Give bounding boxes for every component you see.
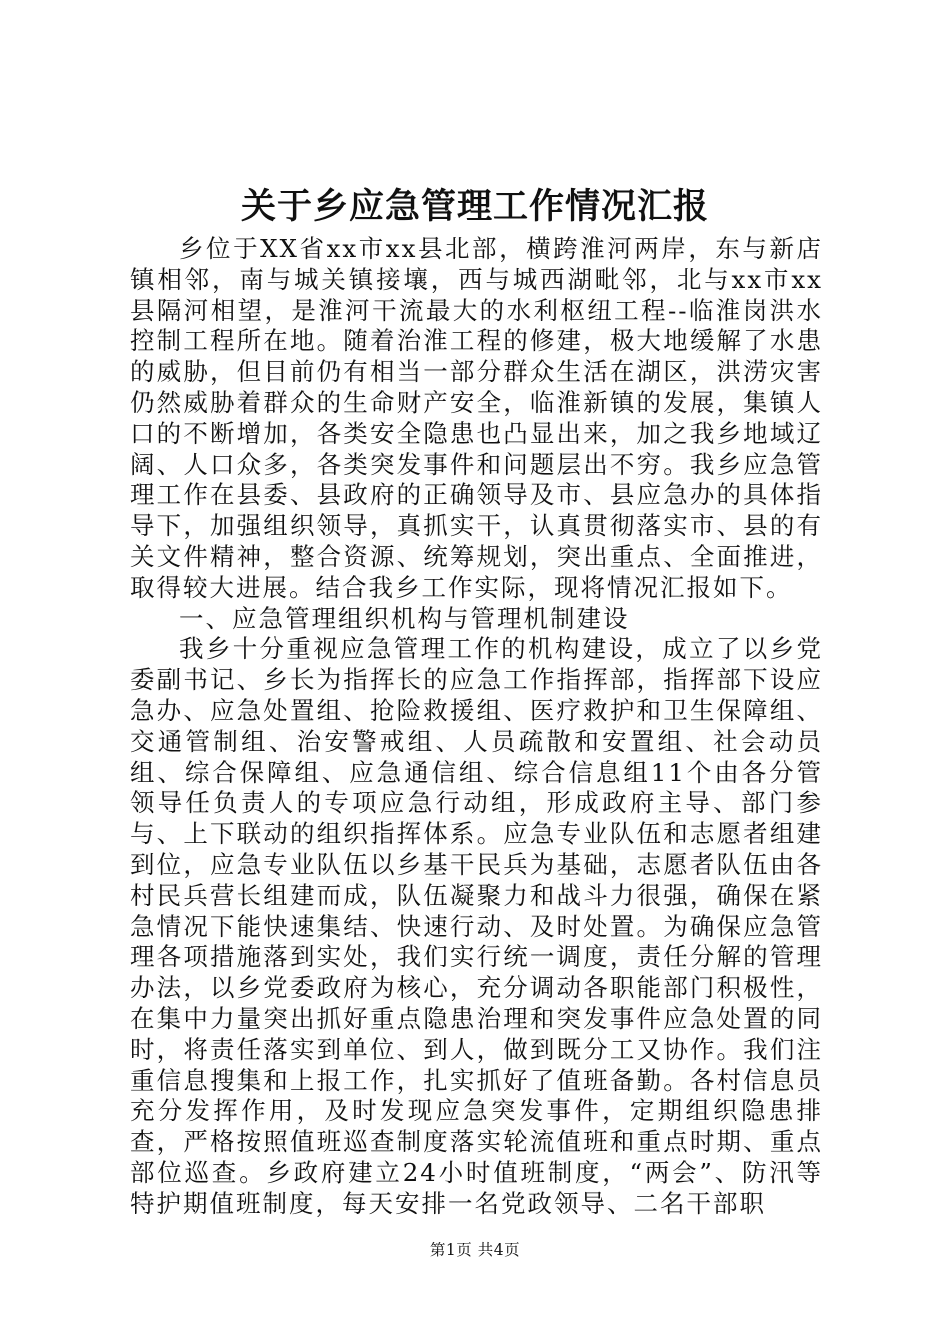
page-footer: 第1页 共4页 <box>429 1241 521 1259</box>
document-title: 关于乡应急管理工作情况汇报 <box>240 186 709 227</box>
section-paragraph: 我乡十分重视应急管理工作的机构建设，成立了以乡党委副书记、乡长为指挥长的应急工作指挥部，指挥部下设应急办、应急处置组、抢险救援组、医疗救护和卫生保障组、交通管制组、治安警戒组、人员疏散和安置组、社会动员组、综合保障组、应急通信组、综合信息组11个由各分管领导任负责人的专项应急行动组，形成政府主导、部门参与、上下联动的组织指挥体系。应急专业队伍和志愿者组建到位，应急专业队伍以乡基干民兵为基础，志愿者队伍由各村民兵营长组建而成，队伍凝聚力和战斗力很强，确保在紧急情况下能快速集结、快速行动、及时处置。为确保应急管理各项措施落到实处，我们实行统一调度，责任分解的管理办法，以乡党委政府为核心，充分调动各职能部门积极性，在集中力量突出抓好重点隐患治理和突发事件应急处置的同时，将责任落实到单位、到人，做到既分工又协作。我们注重信息搜集和上报工作，扎实抓好了值班备勤。各村信息员充分发挥作用，及时发现应急突发事件，定期组织隐患排查，严格按照值班巡查制度落实轮流值班和重点时期、重点部位巡查。乡政府建立24小时值班制度，“两会”、防汛等特护期值班制度，每天安排一名党政领导、二名干部职 <box>130 634 823 1218</box>
intro-paragraph: 乡位于XX省xx市xx县北部，横跨淮河两岸，东与新店镇相邻，南与城关镇接壤，西与城西湖毗邻，北与xx市xx县隔河相望，是淮河干流最大的水利枢纽工程--临淮岗洪水控制工程所在地。随着治淮工程的修建，极大地缓解了水患的威胁，但目前仍有相当一部分群众生活在湖区，洪涝灾害仍然威胁着群众的生命财产安全，临淮新镇的发展，集镇人口的不断增加，各类安全隐患也凸显出来，加之我乡地域辽阔、人口众多，各类突发事件和问题层出不穷。我乡应急管理工作在县委、县政府的正确领导及市、县应急办的具体指导下，加强组织领导，真抓实干，认真贯彻落实市、县的有关文件精神，整合资源、统筹规划，突出重点、全面推进，取得较大进展。结合我乡工作实际，现将情况汇报如下。 <box>130 234 823 602</box>
document-body <box>130 234 823 1220</box>
section-heading: 一、应急管理组织机构与管理机制建设 <box>179 603 630 633</box>
